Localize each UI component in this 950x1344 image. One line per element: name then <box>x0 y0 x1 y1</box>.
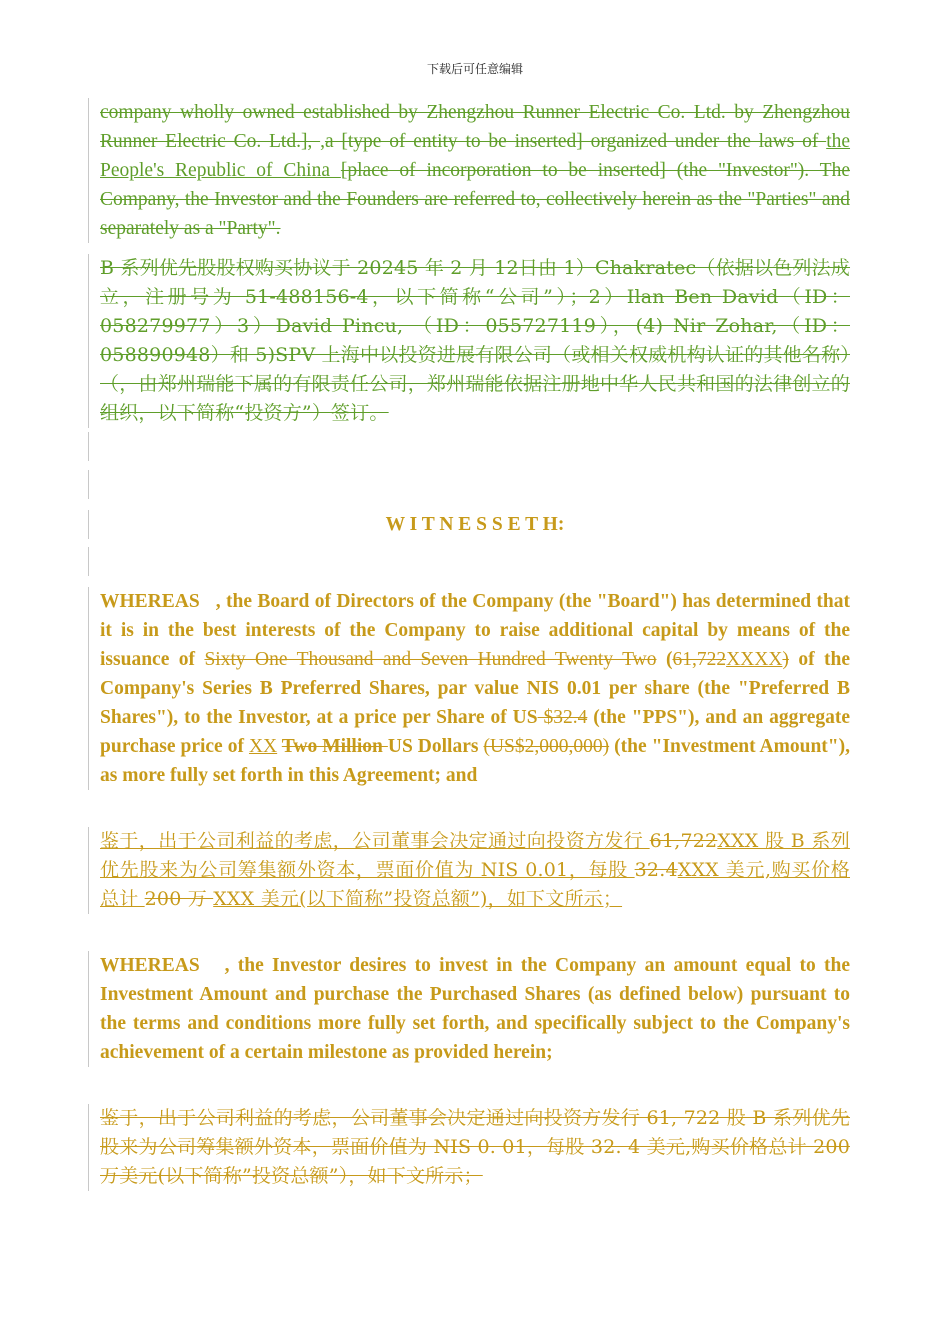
paragraph-text: company wholly owned established by Zhengzhou Runner Electric Co. Ltd. by Zhengzhou Runner Electric Co. Ltd.], ,a [type of entity to be inserted] organized under the laws of the People's Republic of China [place of incorporation to be inserted] (the "Investor"). The Company, the Investor and the Founders are referred to, collectively herein as the "Parties" and separately as a "Party". <box>100 102 851 239</box>
chinese-whereas-deleted <box>88 1104 850 1191</box>
paragraph-investor-definition <box>88 98 850 243</box>
empty-paragraph <box>88 547 850 576</box>
witnesseth-heading: W I T N E S S E T H: <box>385 514 565 535</box>
paragraph-chinese-agreement <box>88 254 850 428</box>
chinese-whereas-board <box>88 827 850 914</box>
page-header: 下载后可任意编辑 <box>426 62 523 76</box>
paragraph-text: 鉴于，出于公司利益的考虑，公司董事会决定通过向投资方发行 61,722XXX 股 B 系列优先股来为公司筹集额外资本，票面价值为 NIS 0.01，每股 32.4XXX 美元,购买价格总计 200 万 XXX 美元(以下简称”投资总额”)，如下文所示； <box>100 830 850 910</box>
paragraph-text: WHEREAS , the Investor desires to invest in the Company an amount equal to the Investment Amount and purchase the Purchased Shares (as defined below) pursuant to the terms and conditions more fully set forth, and specifically subject to the Company's achievement of a certain milestone as provided herein; <box>100 955 851 1063</box>
paragraph-text: WHEREAS , the Board of Directors of the Company (the "Board") has determined that it is in the best interests of the Company to raise additional capital by means of the issuance of Sixty One Thousand and Seven Hundred Twenty Two (61,722XXXX) of the Company's Series B Preferred Shares, par value NIS 0.01 per share (the "Preferred B Shares"), to the Investor, at a price per Share of US $32.4 (the "PPS"), and an aggregate purchase price of XX Two Million US Dollars (US$2,000,000) (the "Investment Amount"), as more fully set forth in this Agreement; and <box>100 591 851 786</box>
empty-paragraph <box>88 432 850 461</box>
paragraph-text: B 系列优先股股权购买协议于 20245 年 2 月 12日由 1）Chakratec（依据以色列法成立，注册号为 51-488156-4，以下简称“公司”）；2）Ilan Ben David（ID：058279977）3）David Pincu, （ID：055727119），(4) Nir Zohar,（ID：058890948）和 5)SPV 上海中以投资进展有限公司（或相关权威机构认证的其他名称）（，由郑州瑞能下属的有限责任公司，郑州瑞能依据注册地中华人民共和国的法律创立的组织，以下简称“投资方”）签订。 <box>100 257 851 424</box>
witnesseth-heading-block <box>88 510 850 539</box>
empty-paragraph <box>88 470 850 499</box>
whereas-clause-investor <box>88 951 850 1067</box>
whereas-clause-board <box>88 587 850 790</box>
paragraph-text: 鉴于，出于公司利益的考虑，公司董事会决定通过向投资方发行 61, 722 股 B 系列优先股来为公司筹集额外资本，票面价值为 NIS 0. 01，每股 32. 4 美元,购买价格总计 200 万美元(以下简称”投资总额”），如下文所示； <box>100 1107 850 1187</box>
